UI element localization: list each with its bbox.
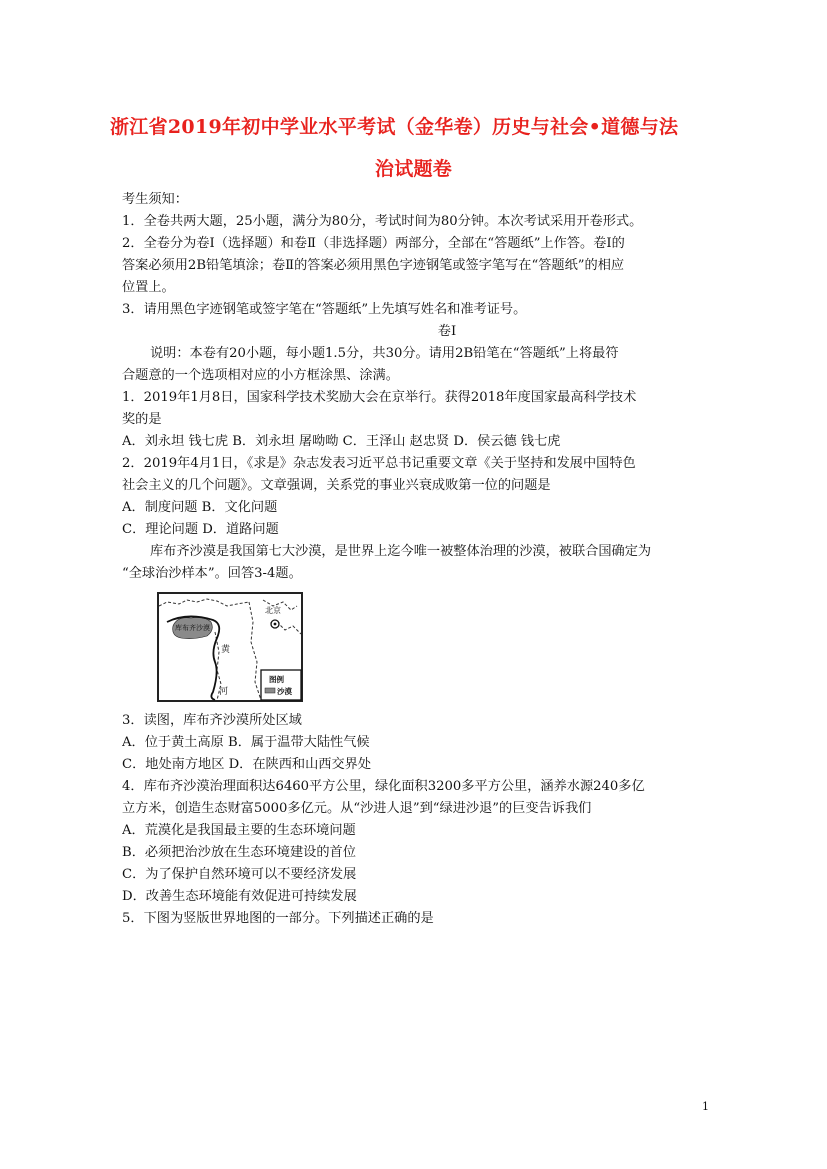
question-3-stem: 3．读图，库布齐沙漠所处区域	[122, 713, 302, 728]
question-2-stem: 2．2019年4月1日，《求是》杂志发表习近平总书记重要文章《关于坚持和发展中国特色	[122, 456, 636, 471]
map-label-huang: 黄	[221, 645, 231, 655]
section-heading: 卷Ⅰ	[437, 324, 457, 339]
question-1-stem: 1．2019年1月8日，国家科学技术奖励大会在京举行。获得2018年度国家最高科学技术	[122, 390, 637, 405]
notice-heading: 考生须知：	[122, 192, 188, 207]
map-label-beijing: 北京	[265, 606, 281, 615]
exam-title-line2: 治试题卷	[374, 158, 453, 180]
map-label-desert: 库布齐沙漠	[175, 624, 210, 632]
question-2-option: C．理论问题 D．道路问题	[122, 522, 279, 537]
question-1-stem: 奖的是	[122, 412, 162, 427]
exam-body	[122, 189, 712, 930]
notice-item: 1．全卷共两大题，25小题，满分为80分，考试时间为80分钟。本次考试采用开卷形式。	[122, 214, 643, 229]
question-4-stem: 立方米，创造生态财富5000多亿元。从“沙进人退”到“绿进沙退”的巨变告诉我们	[122, 801, 592, 816]
question-1-options: A．刘永坦 钱七虎 B．刘永坦 屠呦呦 C．王泽山 赵忠贤 D．侯云德 钱七虎	[122, 434, 561, 449]
map-legend-title: 图例	[269, 675, 284, 684]
question-2-option: A．制度问题 B．文化问题	[122, 500, 278, 515]
exam-title-line1: 浙江省2019年初中学业水平考试（金华卷）历史与社会•道德与法	[110, 116, 679, 138]
question-2-stem: 社会主义的几个问题》。文章强调，关系党的事业兴衰成败第一位的问题是	[122, 478, 551, 493]
notice-item: 位置上。	[122, 280, 175, 295]
question-4-option: D．改善生态环境能有效促进可持续发展	[122, 889, 357, 904]
notice-item: 3．请用黑色字迹钢笔或签字笔在“答题纸”上先填写姓名和准考证号。	[122, 302, 527, 317]
map-label-he: 河	[219, 687, 229, 697]
page-number: 1	[702, 1100, 709, 1113]
passage: “全球治沙样本”。回答3-4题。	[122, 566, 302, 581]
map-legend-item: 沙漠	[277, 687, 292, 696]
section-desc: 合题意的一个选项相对应的小方框涂黑、涂满。	[122, 368, 399, 383]
question-4-option: B．必须把治沙放在生态环境建设的首位	[122, 845, 356, 860]
question-4-option: C．为了保护自然环境可以不要经济发展	[122, 867, 357, 882]
notice-item: 2．全卷分为卷Ⅰ（选择题）和卷Ⅱ（非选择题）两部分，全部在“答题纸”上作答。卷Ⅰ的	[122, 236, 625, 251]
passage: 库布齐沙漠是我国第七大沙漠，是世界上迄今唯一被整体治理的沙漠，被联合国确定为	[150, 544, 652, 559]
kubuqi-desert-map	[157, 592, 303, 702]
notice-item: 答案必须用2B铅笔填涂；卷Ⅱ的答案必须用黑色字迹钢笔或签字笔写在“答题纸”的相应	[122, 258, 625, 273]
section-desc: 说明：本卷有20小题，每小题1.5分，共30分。请用2B铅笔在“答题纸”上将最符	[150, 346, 619, 361]
question-3-option: A．位于黄土高原 B．属于温带大陆性气候	[122, 735, 370, 750]
question-4-option: A．荒漠化是我国最主要的生态环境问题	[122, 823, 356, 838]
question-5-stem: 5．下图为竖版世界地图的一部分。下列描述正确的是	[122, 911, 434, 926]
question-4-stem: 4．库布齐沙漠治理面积达6460平方公里，绿化面积3200多平方公里，涵养水源240多亿	[122, 779, 645, 794]
question-3-option: C．地处南方地区 D．在陕西和山西交界处	[122, 757, 372, 772]
